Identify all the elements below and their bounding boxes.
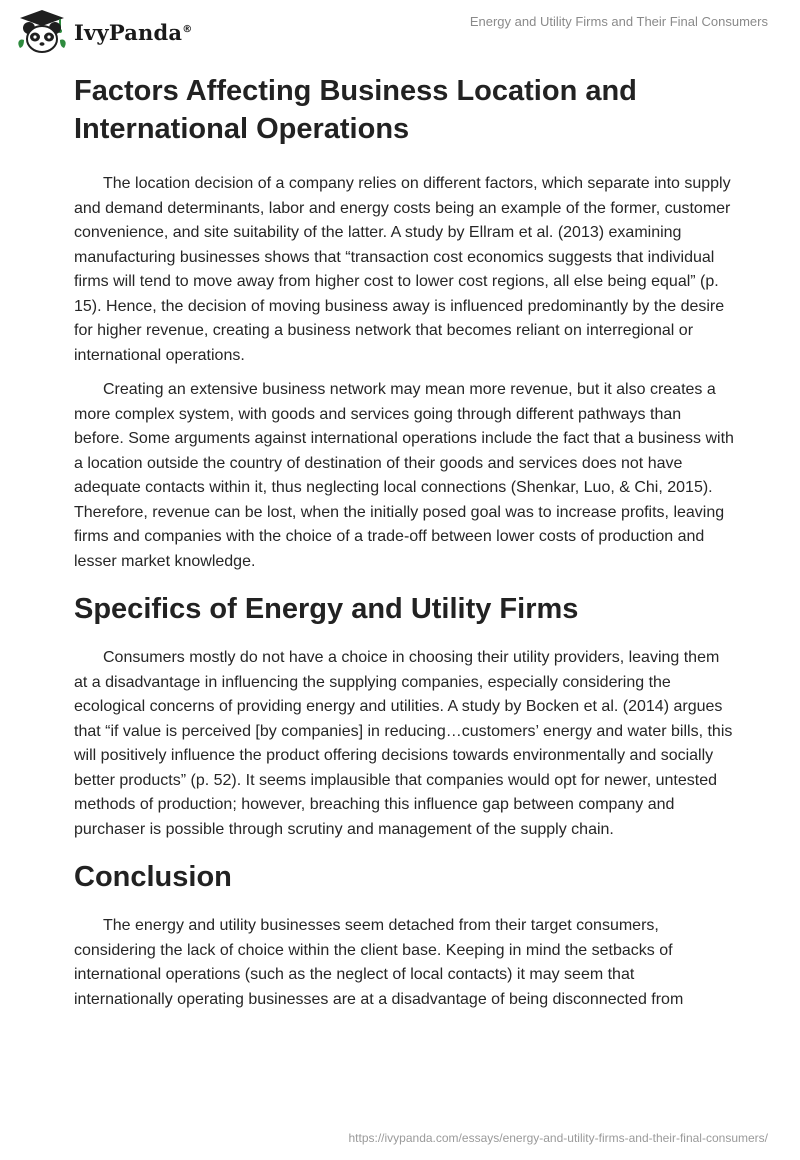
- footer-url[interactable]: https://ivypanda.com/essays/energy-and-utility-firms-and-their-final-consumers/: [348, 1131, 768, 1145]
- section-heading: Conclusion: [74, 861, 232, 893]
- paragraph: Consumers mostly do not have a choice in choosing their utility providers, leaving them at a disadvantage in influencing the supplying companies, especially considering the ecological concerns of providing energy and utilities. A study by Bocken et al. (2014) argues that “if value is perceived [by companies] in reducing…customers’ energy and water bills, this will positively influence the product offering decisions towards environmentally and socially better products” (p. 52). It seems implausible that companies would opt for newer, untested methods of production; however, breaching this influence gap between company and purchaser is possible through scrutiny and management of the supply chain.: [74, 649, 733, 838]
- essay-content: [74, 70, 734, 1022]
- ivypanda-logo[interactable]: [14, 8, 192, 56]
- paragraph: The location decision of a company relies on different factors, which separate into supply and demand determinants, labor and energy costs being an example of the former, customer convenience, and site suitability of the latter. A study by Ellram et al. (2013) examining manufacturing businesses shows that “transaction cost economics suggests that individual firms will tend to move away from higher cost to lower cost regions, all else being equal” (p. 15). Hence, the decision of moving business away is influenced predominantly by the desire for higher revenue, creating a business network that becomes reliant on interregional or international operations.: [74, 175, 731, 364]
- section-heading: Factors Affecting Business Location and International Operations: [74, 75, 637, 145]
- section-factors: [74, 72, 734, 574]
- section-heading: Specifics of Energy and Utility Firms: [74, 593, 579, 625]
- section-specifics: [74, 590, 734, 842]
- registered-mark: ®: [182, 23, 193, 35]
- running-title: Energy and Utility Firms and Their Final Consumers: [469, 14, 768, 29]
- logo-text: IvyPanda: [74, 19, 183, 45]
- logo-wordmark: [74, 20, 192, 45]
- paragraph: Creating an extensive business network may mean more revenue, but it also creates a more complex system, with goods and services going through different pathways than before. Some arguments against international operations include the fact that a business with a location outside the country of destination of their goods and services does not have adequate contacts within it, thus neglecting local connections (Shenkar, Luo, & Chi, 2015). Therefore, revenue can be lost, when the initially posed goal was to increase profits, leaving firms and companies with the choice of a trade-off between lower costs of production and lesser market knowledge.: [74, 381, 734, 570]
- paragraph: The energy and utility businesses seem detached from their target consumers, considering the lack of choice within the client base. Keeping in mind the setbacks of international operations (such as the neglect of local contacts) it may seem that internationally operating businesses are at a disadvantage of being disconnected from: [74, 917, 684, 1008]
- section-conclusion: [74, 858, 734, 1012]
- panda-graduate-icon: [14, 8, 70, 56]
- page-header: [0, 0, 800, 64]
